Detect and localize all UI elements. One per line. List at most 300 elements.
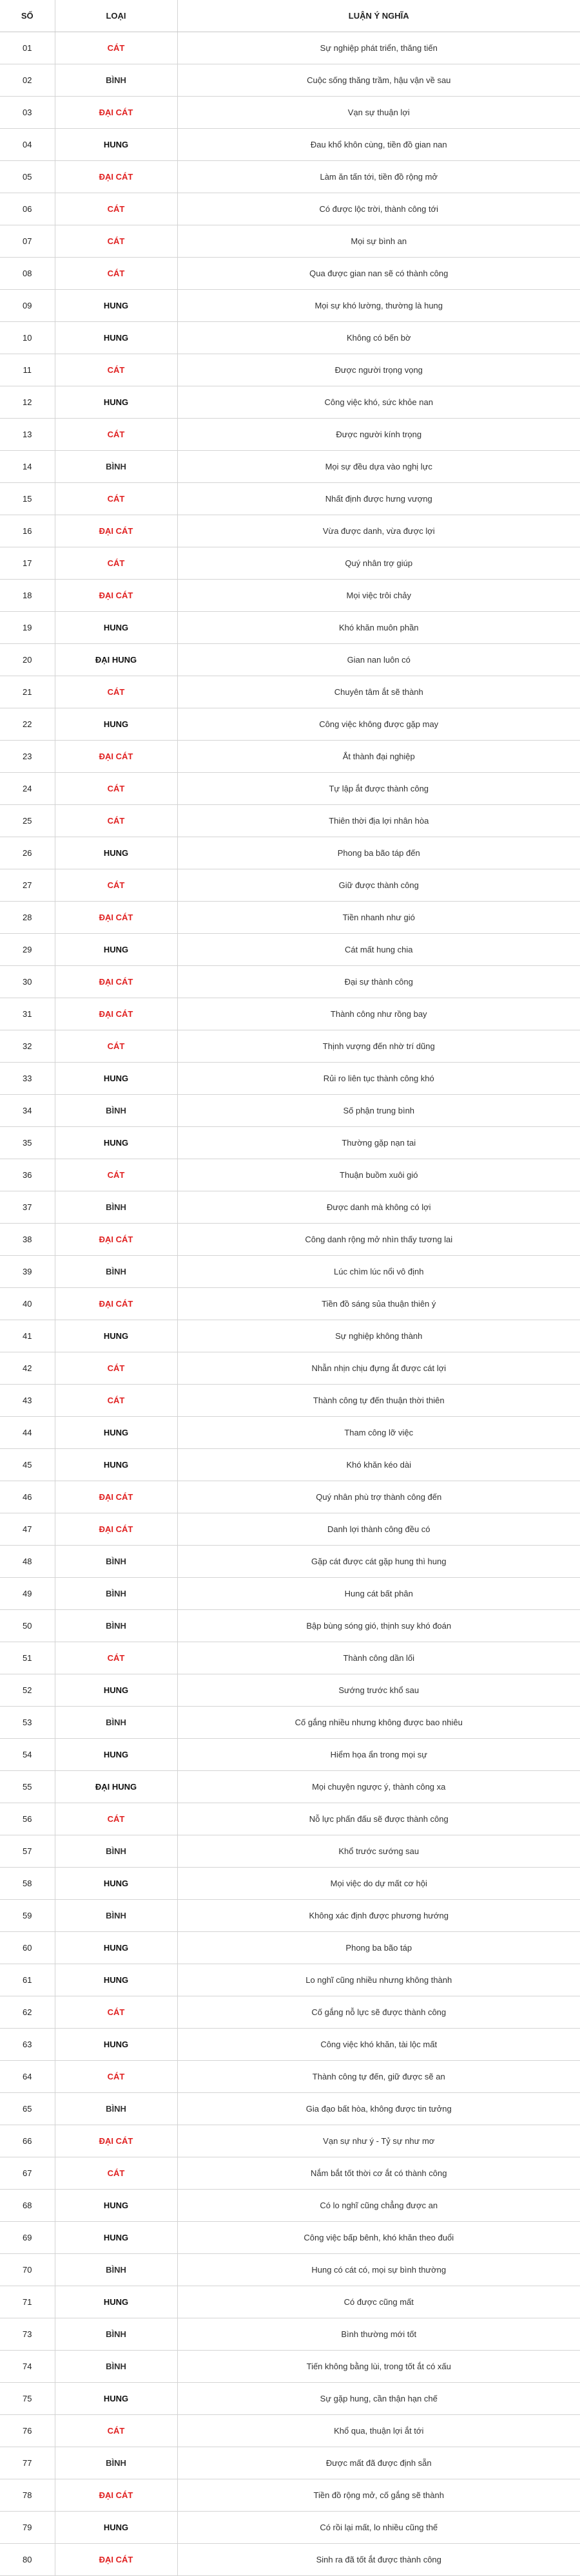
row-meaning: Không xác định được phương hướng bbox=[177, 1900, 580, 1932]
row-type: CÁT bbox=[55, 258, 177, 290]
table-row bbox=[0, 1900, 580, 1932]
row-number: 28 bbox=[0, 902, 55, 934]
row-meaning: Sinh ra đã tốt ắt được thành công bbox=[177, 2544, 580, 2576]
row-number: 63 bbox=[0, 2029, 55, 2061]
table-row bbox=[0, 1546, 580, 1578]
row-number: 32 bbox=[0, 1030, 55, 1063]
row-meaning: Lúc chìm lúc nổi vô định bbox=[177, 1256, 580, 1288]
row-type: HUNG bbox=[55, 386, 177, 419]
row-number: 71 bbox=[0, 2286, 55, 2318]
row-meaning: Mọi việc trôi chảy bbox=[177, 580, 580, 612]
row-number: 25 bbox=[0, 805, 55, 837]
row-number: 42 bbox=[0, 1352, 55, 1385]
table-row bbox=[0, 2222, 580, 2254]
row-number: 62 bbox=[0, 1996, 55, 2029]
table-row bbox=[0, 2479, 580, 2512]
row-type: HUNG bbox=[55, 2286, 177, 2318]
row-number: 07 bbox=[0, 225, 55, 258]
row-type: HUNG bbox=[55, 1932, 177, 1964]
row-type: BÌNH bbox=[55, 1191, 177, 1224]
row-number: 77 bbox=[0, 2447, 55, 2479]
table-row bbox=[0, 2383, 580, 2415]
table-row bbox=[0, 2029, 580, 2061]
table-row bbox=[0, 612, 580, 644]
row-meaning: Khổ qua, thuận lợi ắt tới bbox=[177, 2415, 580, 2447]
table-row bbox=[0, 644, 580, 676]
row-type: CÁT bbox=[55, 1352, 177, 1385]
row-meaning: Phong ba bão táp bbox=[177, 1932, 580, 1964]
row-meaning: Tiền đồ sáng sủa thuận thiên ý bbox=[177, 1288, 580, 1320]
row-type: HUNG bbox=[55, 2383, 177, 2415]
row-number: 30 bbox=[0, 966, 55, 998]
header-type: LOẠI bbox=[55, 0, 177, 32]
row-meaning: Đại sự thành công bbox=[177, 966, 580, 998]
row-number: 24 bbox=[0, 773, 55, 805]
row-meaning: Công việc không được gặp may bbox=[177, 708, 580, 741]
table-row bbox=[0, 805, 580, 837]
row-meaning: Cát mất hung chia bbox=[177, 934, 580, 966]
table-row bbox=[0, 322, 580, 354]
row-meaning: Có được lộc trời, thành công tới bbox=[177, 193, 580, 225]
table-row bbox=[0, 1191, 580, 1224]
table-row bbox=[0, 483, 580, 515]
row-number: 11 bbox=[0, 354, 55, 386]
row-number: 56 bbox=[0, 1803, 55, 1835]
row-type: CÁT bbox=[55, 2061, 177, 2093]
row-number: 33 bbox=[0, 1063, 55, 1095]
row-meaning: Làm ăn tấn tới, tiền đồ rộng mở bbox=[177, 161, 580, 193]
row-number: 02 bbox=[0, 64, 55, 97]
row-number: 54 bbox=[0, 1739, 55, 1771]
row-number: 15 bbox=[0, 483, 55, 515]
row-type: CÁT bbox=[55, 547, 177, 580]
row-meaning: Không có bến bờ bbox=[177, 322, 580, 354]
table-row bbox=[0, 934, 580, 966]
row-number: 64 bbox=[0, 2061, 55, 2093]
row-meaning: Bình thường mới tốt bbox=[177, 2318, 580, 2351]
table-row bbox=[0, 837, 580, 869]
row-type: HUNG bbox=[55, 1063, 177, 1095]
table-row bbox=[0, 1996, 580, 2029]
row-meaning: Mọi sự khó lường, thường là hung bbox=[177, 290, 580, 322]
table-row bbox=[0, 1159, 580, 1191]
table-row bbox=[0, 580, 580, 612]
table-row bbox=[0, 1739, 580, 1771]
row-type: HUNG bbox=[55, 612, 177, 644]
row-number: 31 bbox=[0, 998, 55, 1030]
row-meaning: Tiền nhanh như gió bbox=[177, 902, 580, 934]
row-number: 29 bbox=[0, 934, 55, 966]
row-type: CÁT bbox=[55, 805, 177, 837]
row-number: 50 bbox=[0, 1610, 55, 1642]
row-type: HUNG bbox=[55, 322, 177, 354]
table-header-row bbox=[0, 0, 580, 32]
row-number: 75 bbox=[0, 2383, 55, 2415]
row-number: 69 bbox=[0, 2222, 55, 2254]
row-meaning: Chuyên tâm ắt sẽ thành bbox=[177, 676, 580, 708]
table-row bbox=[0, 2544, 580, 2576]
row-type: HUNG bbox=[55, 1449, 177, 1481]
table-row bbox=[0, 1803, 580, 1835]
row-meaning: Tham công lỡ việc bbox=[177, 1417, 580, 1449]
table-row bbox=[0, 451, 580, 483]
row-type: CÁT bbox=[55, 483, 177, 515]
table-row bbox=[0, 225, 580, 258]
row-meaning: Mọi sự đều dựa vào nghị lực bbox=[177, 451, 580, 483]
row-number: 22 bbox=[0, 708, 55, 741]
row-type: HUNG bbox=[55, 129, 177, 161]
table-row bbox=[0, 741, 580, 773]
row-meaning: Nỗ lực phấn đấu sẽ được thành công bbox=[177, 1803, 580, 1835]
row-meaning: Hung có cát có, mọi sự bình thường bbox=[177, 2254, 580, 2286]
row-meaning: Nắm bắt tốt thời cơ ắt có thành công bbox=[177, 2157, 580, 2190]
row-meaning: Vừa được danh, vừa được lợi bbox=[177, 515, 580, 547]
row-number: 38 bbox=[0, 1224, 55, 1256]
row-number: 13 bbox=[0, 419, 55, 451]
row-type: ĐẠI CÁT bbox=[55, 97, 177, 129]
table-row bbox=[0, 1610, 580, 1642]
row-type: CÁT bbox=[55, 1803, 177, 1835]
table-row bbox=[0, 258, 580, 290]
row-type: HUNG bbox=[55, 2029, 177, 2061]
row-number: 76 bbox=[0, 2415, 55, 2447]
row-type: ĐẠI CÁT bbox=[55, 1288, 177, 1320]
row-type: ĐẠI CÁT bbox=[55, 2125, 177, 2157]
table-row bbox=[0, 290, 580, 322]
row-number: 34 bbox=[0, 1095, 55, 1127]
row-meaning: Khổ trước sướng sau bbox=[177, 1835, 580, 1868]
table-row bbox=[0, 1578, 580, 1610]
row-meaning: Quý nhân trợ giúp bbox=[177, 547, 580, 580]
row-type: BÌNH bbox=[55, 1546, 177, 1578]
row-type: HUNG bbox=[55, 708, 177, 741]
row-meaning: Được người trọng vọng bbox=[177, 354, 580, 386]
table-row bbox=[0, 1964, 580, 1996]
row-type: HUNG bbox=[55, 1127, 177, 1159]
row-meaning: Qua được gian nan sẽ có thành công bbox=[177, 258, 580, 290]
row-meaning: Sướng trước khổ sau bbox=[177, 1674, 580, 1707]
row-type: BÌNH bbox=[55, 1256, 177, 1288]
row-number: 27 bbox=[0, 869, 55, 902]
row-type: CÁT bbox=[55, 32, 177, 64]
table-row bbox=[0, 1449, 580, 1481]
table-row bbox=[0, 869, 580, 902]
table-row bbox=[0, 1127, 580, 1159]
row-number: 66 bbox=[0, 2125, 55, 2157]
row-meaning: Sự nghiệp không thành bbox=[177, 1320, 580, 1352]
row-type: BÌNH bbox=[55, 1900, 177, 1932]
row-type: HUNG bbox=[55, 1417, 177, 1449]
row-type: HUNG bbox=[55, 290, 177, 322]
row-meaning: Lo nghĩ cũng nhiều nhưng không thành bbox=[177, 1964, 580, 1996]
row-number: 20 bbox=[0, 644, 55, 676]
table-row bbox=[0, 97, 580, 129]
row-meaning: Gia đạo bất hòa, không được tin tưởng bbox=[177, 2093, 580, 2125]
row-type: HUNG bbox=[55, 1674, 177, 1707]
row-number: 47 bbox=[0, 1513, 55, 1546]
row-meaning: Tiến không bằng lùi, trong tốt ắt có xấu bbox=[177, 2351, 580, 2383]
row-meaning: Quý nhân phù trợ thành công đến bbox=[177, 1481, 580, 1513]
row-number: 35 bbox=[0, 1127, 55, 1159]
row-number: 09 bbox=[0, 290, 55, 322]
row-number: 79 bbox=[0, 2512, 55, 2544]
table-row bbox=[0, 1352, 580, 1385]
row-number: 43 bbox=[0, 1385, 55, 1417]
row-meaning: Được danh mà không có lợi bbox=[177, 1191, 580, 1224]
table-row bbox=[0, 1030, 580, 1063]
table-row bbox=[0, 2318, 580, 2351]
table-row bbox=[0, 2351, 580, 2383]
row-meaning: Có lo nghĩ cũng chẳng được an bbox=[177, 2190, 580, 2222]
table-row bbox=[0, 2061, 580, 2093]
table-row bbox=[0, 1224, 580, 1256]
header-meaning: LUẬN Ý NGHĨA bbox=[177, 0, 580, 32]
row-number: 18 bbox=[0, 580, 55, 612]
row-number: 08 bbox=[0, 258, 55, 290]
row-type: CÁT bbox=[55, 193, 177, 225]
row-type: BÌNH bbox=[55, 2351, 177, 2383]
row-type: HUNG bbox=[55, 2190, 177, 2222]
row-meaning: Sự gặp hung, cần thận hạn chế bbox=[177, 2383, 580, 2415]
row-type: HUNG bbox=[55, 934, 177, 966]
table-row bbox=[0, 386, 580, 419]
row-type: CÁT bbox=[55, 1642, 177, 1674]
row-number: 45 bbox=[0, 1449, 55, 1481]
table-row bbox=[0, 708, 580, 741]
row-meaning: Mọi sự bình an bbox=[177, 225, 580, 258]
row-type: CÁT bbox=[55, 1996, 177, 2029]
table-row bbox=[0, 773, 580, 805]
row-type: ĐẠI CÁT bbox=[55, 966, 177, 998]
table-row bbox=[0, 1095, 580, 1127]
row-number: 57 bbox=[0, 1835, 55, 1868]
row-number: 48 bbox=[0, 1546, 55, 1578]
row-type: BÌNH bbox=[55, 2254, 177, 2286]
table-row bbox=[0, 1513, 580, 1546]
table-row bbox=[0, 2125, 580, 2157]
table-row bbox=[0, 1932, 580, 1964]
row-meaning: Cố gắng nhiều nhưng không được bao nhiêu bbox=[177, 1707, 580, 1739]
header-number: SỐ bbox=[0, 0, 55, 32]
row-number: 21 bbox=[0, 676, 55, 708]
row-meaning: Tiền đồ rộng mở, cố gắng sẽ thành bbox=[177, 2479, 580, 2512]
table-row bbox=[0, 1835, 580, 1868]
table-row bbox=[0, 902, 580, 934]
row-number: 73 bbox=[0, 2318, 55, 2351]
row-type: ĐẠI CÁT bbox=[55, 580, 177, 612]
row-number: 44 bbox=[0, 1417, 55, 1449]
row-type: CÁT bbox=[55, 2157, 177, 2190]
row-meaning: Khó khăn muôn phần bbox=[177, 612, 580, 644]
row-type: ĐẠI HUNG bbox=[55, 1771, 177, 1803]
row-type: BÌNH bbox=[55, 2093, 177, 2125]
row-number: 36 bbox=[0, 1159, 55, 1191]
row-number: 16 bbox=[0, 515, 55, 547]
row-type: CÁT bbox=[55, 225, 177, 258]
row-type: ĐẠI CÁT bbox=[55, 161, 177, 193]
row-type: BÌNH bbox=[55, 451, 177, 483]
row-type: BÌNH bbox=[55, 1707, 177, 1739]
row-type: ĐẠI CÁT bbox=[55, 902, 177, 934]
table-row bbox=[0, 193, 580, 225]
table-row bbox=[0, 1063, 580, 1095]
row-number: 26 bbox=[0, 837, 55, 869]
row-meaning: Công việc bấp bênh, khó khăn theo đuổi bbox=[177, 2222, 580, 2254]
row-type: ĐẠI CÁT bbox=[55, 741, 177, 773]
table-row bbox=[0, 1674, 580, 1707]
row-number: 40 bbox=[0, 1288, 55, 1320]
table-row bbox=[0, 676, 580, 708]
row-number: 78 bbox=[0, 2479, 55, 2512]
row-meaning: Thịnh vượng đến nhờ trí dũng bbox=[177, 1030, 580, 1063]
row-meaning: Công việc khó khăn, tài lộc mất bbox=[177, 2029, 580, 2061]
row-meaning: Danh lợi thành công đều có bbox=[177, 1513, 580, 1546]
row-type: ĐẠI CÁT bbox=[55, 2544, 177, 2576]
row-type: HUNG bbox=[55, 1739, 177, 1771]
row-type: BÌNH bbox=[55, 64, 177, 97]
row-meaning: Gặp cát được cát gặp hung thì hung bbox=[177, 1546, 580, 1578]
row-type: CÁT bbox=[55, 1159, 177, 1191]
row-meaning: Có được cũng mất bbox=[177, 2286, 580, 2318]
row-type: BÌNH bbox=[55, 1835, 177, 1868]
row-meaning: Mọi việc do dự mất cơ hội bbox=[177, 1868, 580, 1900]
table-row bbox=[0, 2190, 580, 2222]
row-number: 55 bbox=[0, 1771, 55, 1803]
table-row bbox=[0, 1417, 580, 1449]
row-number: 19 bbox=[0, 612, 55, 644]
row-number: 52 bbox=[0, 1674, 55, 1707]
table-row bbox=[0, 1256, 580, 1288]
row-type: HUNG bbox=[55, 837, 177, 869]
row-meaning: Đau khổ khôn cùng, tiền đồ gian nan bbox=[177, 129, 580, 161]
row-type: ĐẠI HUNG bbox=[55, 644, 177, 676]
table-row bbox=[0, 1288, 580, 1320]
row-type: ĐẠI CÁT bbox=[55, 515, 177, 547]
row-number: 23 bbox=[0, 741, 55, 773]
row-type: CÁT bbox=[55, 354, 177, 386]
row-number: 06 bbox=[0, 193, 55, 225]
row-meaning: Thành công như rồng bay bbox=[177, 998, 580, 1030]
table-row bbox=[0, 2447, 580, 2479]
row-type: CÁT bbox=[55, 419, 177, 451]
table-row bbox=[0, 64, 580, 97]
row-meaning: Được mất đã được định sẵn bbox=[177, 2447, 580, 2479]
row-number: 04 bbox=[0, 129, 55, 161]
row-meaning: Phong ba bão táp đến bbox=[177, 837, 580, 869]
row-meaning: Vạn sự thuận lợi bbox=[177, 97, 580, 129]
row-type: ĐẠI CÁT bbox=[55, 1481, 177, 1513]
row-number: 51 bbox=[0, 1642, 55, 1674]
row-meaning: Cuộc sống thăng trầm, hậu vận về sau bbox=[177, 64, 580, 97]
row-type: HUNG bbox=[55, 1320, 177, 1352]
row-type: ĐẠI CÁT bbox=[55, 1224, 177, 1256]
table-row bbox=[0, 515, 580, 547]
table-row bbox=[0, 419, 580, 451]
table-row bbox=[0, 2254, 580, 2286]
table-row bbox=[0, 2512, 580, 2544]
table-row bbox=[0, 1481, 580, 1513]
row-meaning: Công việc khó, sức khỏe nan bbox=[177, 386, 580, 419]
row-type: HUNG bbox=[55, 2222, 177, 2254]
table-row bbox=[0, 354, 580, 386]
row-meaning: Hiểm họa ẩn trong mọi sự bbox=[177, 1739, 580, 1771]
row-number: 37 bbox=[0, 1191, 55, 1224]
row-number: 41 bbox=[0, 1320, 55, 1352]
table-body bbox=[0, 32, 580, 2576]
row-number: 03 bbox=[0, 97, 55, 129]
row-number: 05 bbox=[0, 161, 55, 193]
row-type: HUNG bbox=[55, 1868, 177, 1900]
row-meaning: Thiên thời địa lợi nhân hòa bbox=[177, 805, 580, 837]
row-number: 10 bbox=[0, 322, 55, 354]
table-row bbox=[0, 2157, 580, 2190]
row-number: 01 bbox=[0, 32, 55, 64]
table-row bbox=[0, 1707, 580, 1739]
row-number: 53 bbox=[0, 1707, 55, 1739]
row-number: 12 bbox=[0, 386, 55, 419]
row-number: 49 bbox=[0, 1578, 55, 1610]
row-meaning: Gian nan luôn có bbox=[177, 644, 580, 676]
row-type: BÌNH bbox=[55, 1610, 177, 1642]
row-meaning: Thành công tự đến, giữ được sẽ an bbox=[177, 2061, 580, 2093]
row-meaning: Được người kính trọng bbox=[177, 419, 580, 451]
row-number: 60 bbox=[0, 1932, 55, 1964]
table-row bbox=[0, 2286, 580, 2318]
row-meaning: Bập bùng sóng gió, thịnh suy khó đoán bbox=[177, 1610, 580, 1642]
row-meaning: Thành công tự đến thuận thời thiên bbox=[177, 1385, 580, 1417]
table-row bbox=[0, 2415, 580, 2447]
row-number: 70 bbox=[0, 2254, 55, 2286]
table-row bbox=[0, 161, 580, 193]
row-meaning: Cố gắng nỗ lực sẽ được thành công bbox=[177, 1996, 580, 2029]
row-number: 68 bbox=[0, 2190, 55, 2222]
row-number: 61 bbox=[0, 1964, 55, 1996]
row-number: 80 bbox=[0, 2544, 55, 2576]
row-meaning: Số phận trung bình bbox=[177, 1095, 580, 1127]
row-number: 46 bbox=[0, 1481, 55, 1513]
table-row bbox=[0, 1868, 580, 1900]
row-number: 67 bbox=[0, 2157, 55, 2190]
row-number: 39 bbox=[0, 1256, 55, 1288]
row-type: BÌNH bbox=[55, 1578, 177, 1610]
row-type: BÌNH bbox=[55, 1095, 177, 1127]
row-meaning: Hung cát bất phân bbox=[177, 1578, 580, 1610]
row-type: ĐẠI CÁT bbox=[55, 1513, 177, 1546]
row-type: BÌNH bbox=[55, 2447, 177, 2479]
row-meaning: Mọi chuyện ngược ý, thành công xa bbox=[177, 1771, 580, 1803]
row-type: HUNG bbox=[55, 2512, 177, 2544]
table-row bbox=[0, 2093, 580, 2125]
row-number: 14 bbox=[0, 451, 55, 483]
table-row bbox=[0, 32, 580, 64]
row-meaning: Có rồi lại mất, lo nhiều cũng thế bbox=[177, 2512, 580, 2544]
row-meaning: Tự lập ắt được thành công bbox=[177, 773, 580, 805]
row-type: HUNG bbox=[55, 1964, 177, 1996]
row-meaning: Rủi ro liên tục thành công khó bbox=[177, 1063, 580, 1095]
table-row bbox=[0, 547, 580, 580]
row-meaning: Thường gặp nạn tai bbox=[177, 1127, 580, 1159]
row-number: 17 bbox=[0, 547, 55, 580]
table-row bbox=[0, 129, 580, 161]
row-meaning: Sự nghiệp phát triển, thăng tiến bbox=[177, 32, 580, 64]
table-row bbox=[0, 1320, 580, 1352]
table-row bbox=[0, 1642, 580, 1674]
row-type: CÁT bbox=[55, 2415, 177, 2447]
row-meaning: Nhẫn nhịn chịu đựng ắt được cát lợi bbox=[177, 1352, 580, 1385]
row-type: BÌNH bbox=[55, 2318, 177, 2351]
row-meaning: Công danh rộng mở nhìn thấy tương lai bbox=[177, 1224, 580, 1256]
row-type: CÁT bbox=[55, 676, 177, 708]
